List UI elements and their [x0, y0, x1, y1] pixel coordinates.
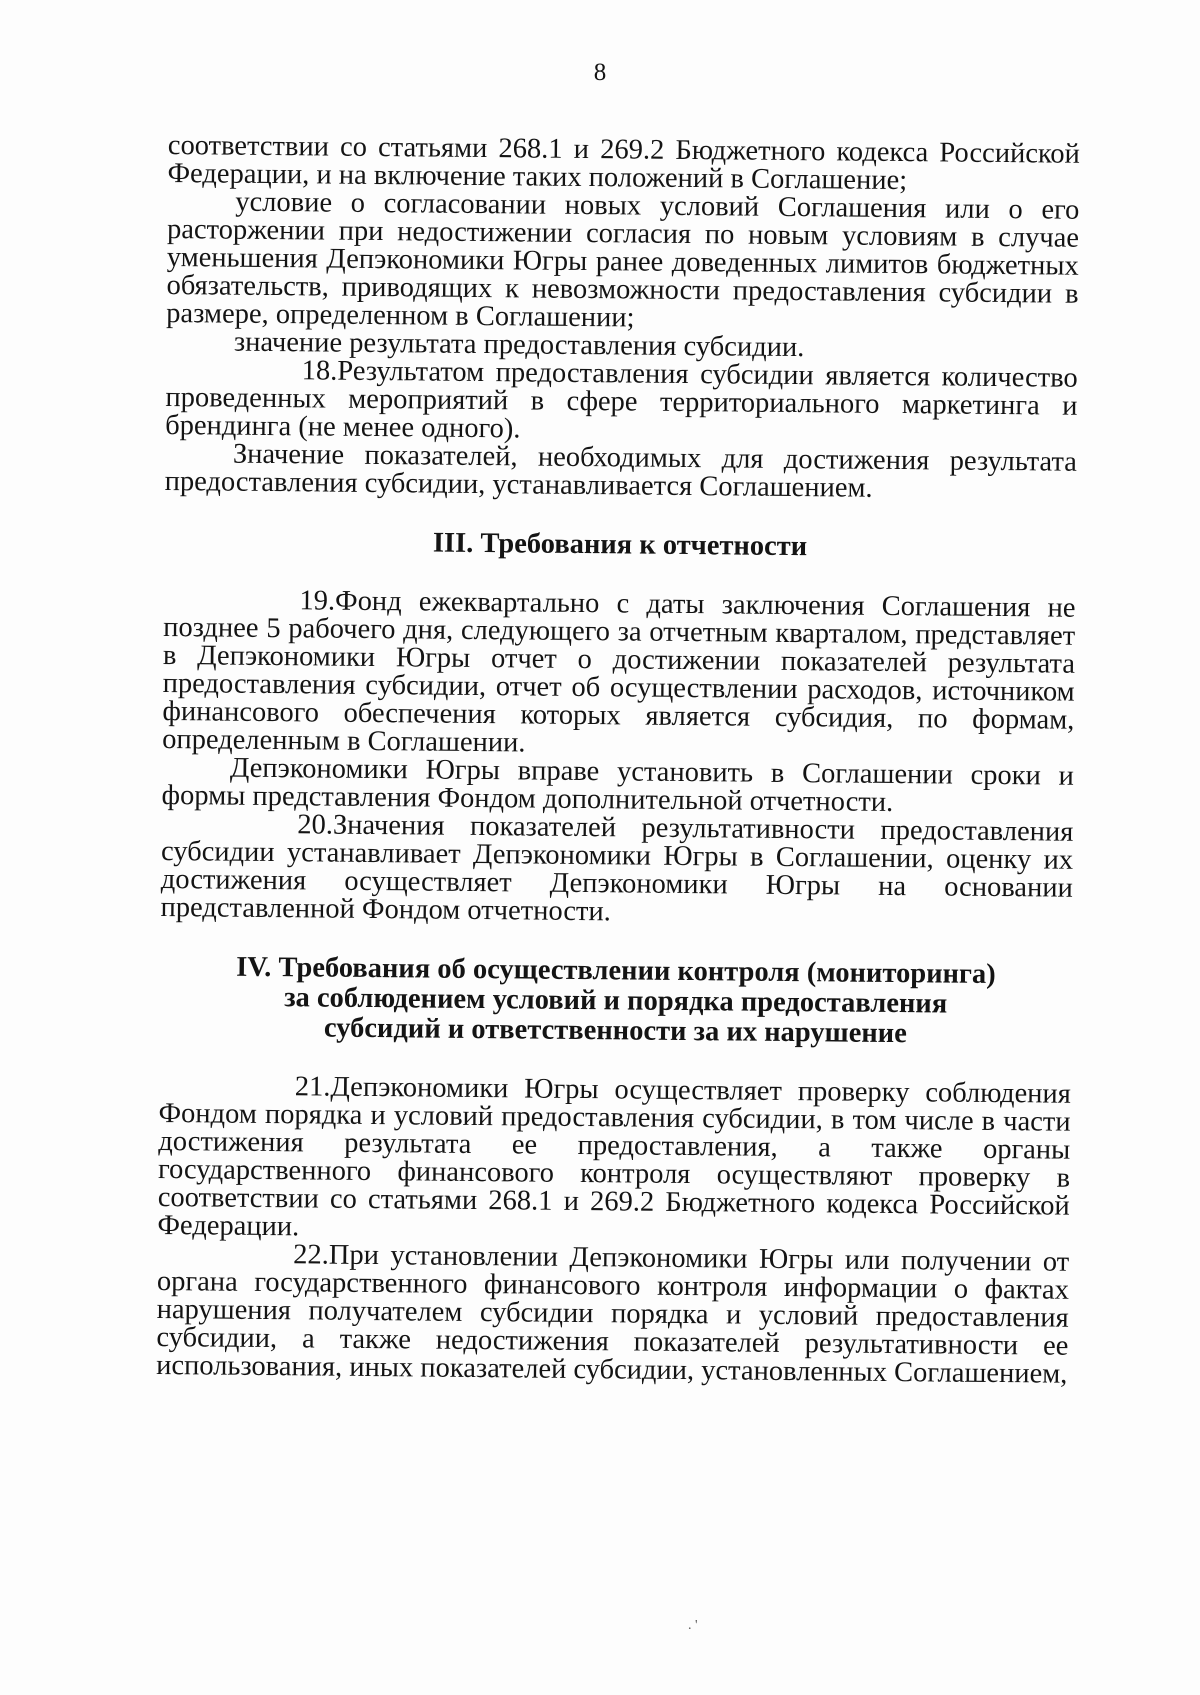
numbered-paragraph-21 — [157, 1072, 1071, 1249]
numbered-paragraph-20 — [160, 810, 1073, 931]
document-body — [156, 132, 1080, 1389]
paragraph-number: 19. — [299, 585, 336, 617]
section-heading-4 — [159, 952, 1072, 1051]
paragraph-text: Значения показателей результативности предоставления субсидии устанавливает Депэкономики Югры в Соглашении, оценку их достижения осуществляет Депэкономики Югры на основании представленной Фондом отчетности. — [160, 809, 1074, 928]
section-heading-3: III. Требования к отчетности — [432, 527, 808, 563]
paragraph: условие о согласовании новых условий Соглашения или о его расторжении при недостижении согласия по новым условиям в случае уменьшения Депэкономики Югры ранее доведенных лимитов бюджетных обязательств, приводящих к невозможности предоставления субсидии в размере, определенном в Соглашении; — [166, 186, 1080, 334]
paragraph-number: 22. — [293, 1239, 330, 1271]
page-number: 8 — [593, 59, 607, 86]
numbered-paragraph-19 — [162, 586, 1076, 763]
numbered-paragraph-18 — [165, 356, 1078, 449]
numbered-paragraph-22 — [156, 1240, 1069, 1389]
paragraph-text: Депэкономики Югры осуществляет проверку соблюдения Фондом порядка и условий предоставления субсидии, в том числе в части достижения результата ее предоставления, а также органы государственного финансового контроля осуществляют проверку в соответствии со статьями 268.1 и 269.2 Бюджетного кодекса Российской Федерации. — [157, 1071, 1071, 1243]
paragraph-text: Результатом предоставления субсидии является количество проведенных мероприятий в сфере территориального маркетинга и брендинга (не менее одного). — [165, 355, 1078, 445]
paragraph: Депэкономики Югры вправе установить в Соглашении сроки и формы представления Фондом дополнительной отчетности. — [161, 752, 1075, 818]
paragraph-text: Фонд ежеквартально с даты заключения Соглашения не позднее 5 рабочего дня, следующего за отчетным кварталом, представляет в Депэкономики Югры отчет о достижении показателей результата предоставления субсидии, отчет об осуществлении расходов, источником финансового обеспечения которых является субсидия, по формам, определенным в Соглашении. — [162, 585, 1076, 759]
paragraph-text: При установлении Депэкономики Югры или получении от органа государственного финансового контроля информации о фактах нарушения получателем субсидии порядка и условий предоставления субсидии, а также недостижения показателей результативности ее использования, иных показателей субсидии, установленных Соглашением, — [156, 1239, 1070, 1390]
heading-line: IV. Требования об осуществлении контроля (мониторинга) — [236, 951, 996, 990]
paragraph: соответствии со статьями 268.1 и 269.2 Бюджетного кодекса Российской Федерации, и на включение таких положений в Соглашение; — [167, 130, 1080, 197]
paragraph-number: 21. — [294, 1071, 331, 1103]
paragraph: Значение показателей, необходимых для достижения результата предоставления субсидии, устанавливается Соглашением. — [164, 438, 1078, 504]
paragraph-number: 18. — [301, 355, 338, 387]
paragraph: значение результата предоставления субсидии. — [233, 326, 805, 364]
heading-line: за соблюдением условий и порядка предоставления — [284, 982, 948, 1020]
paragraph-number: 20. — [297, 809, 334, 841]
heading-line: субсидий и ответственности за их нарушение — [323, 1012, 907, 1050]
scan-mark: . ' — [688, 1618, 698, 1633]
